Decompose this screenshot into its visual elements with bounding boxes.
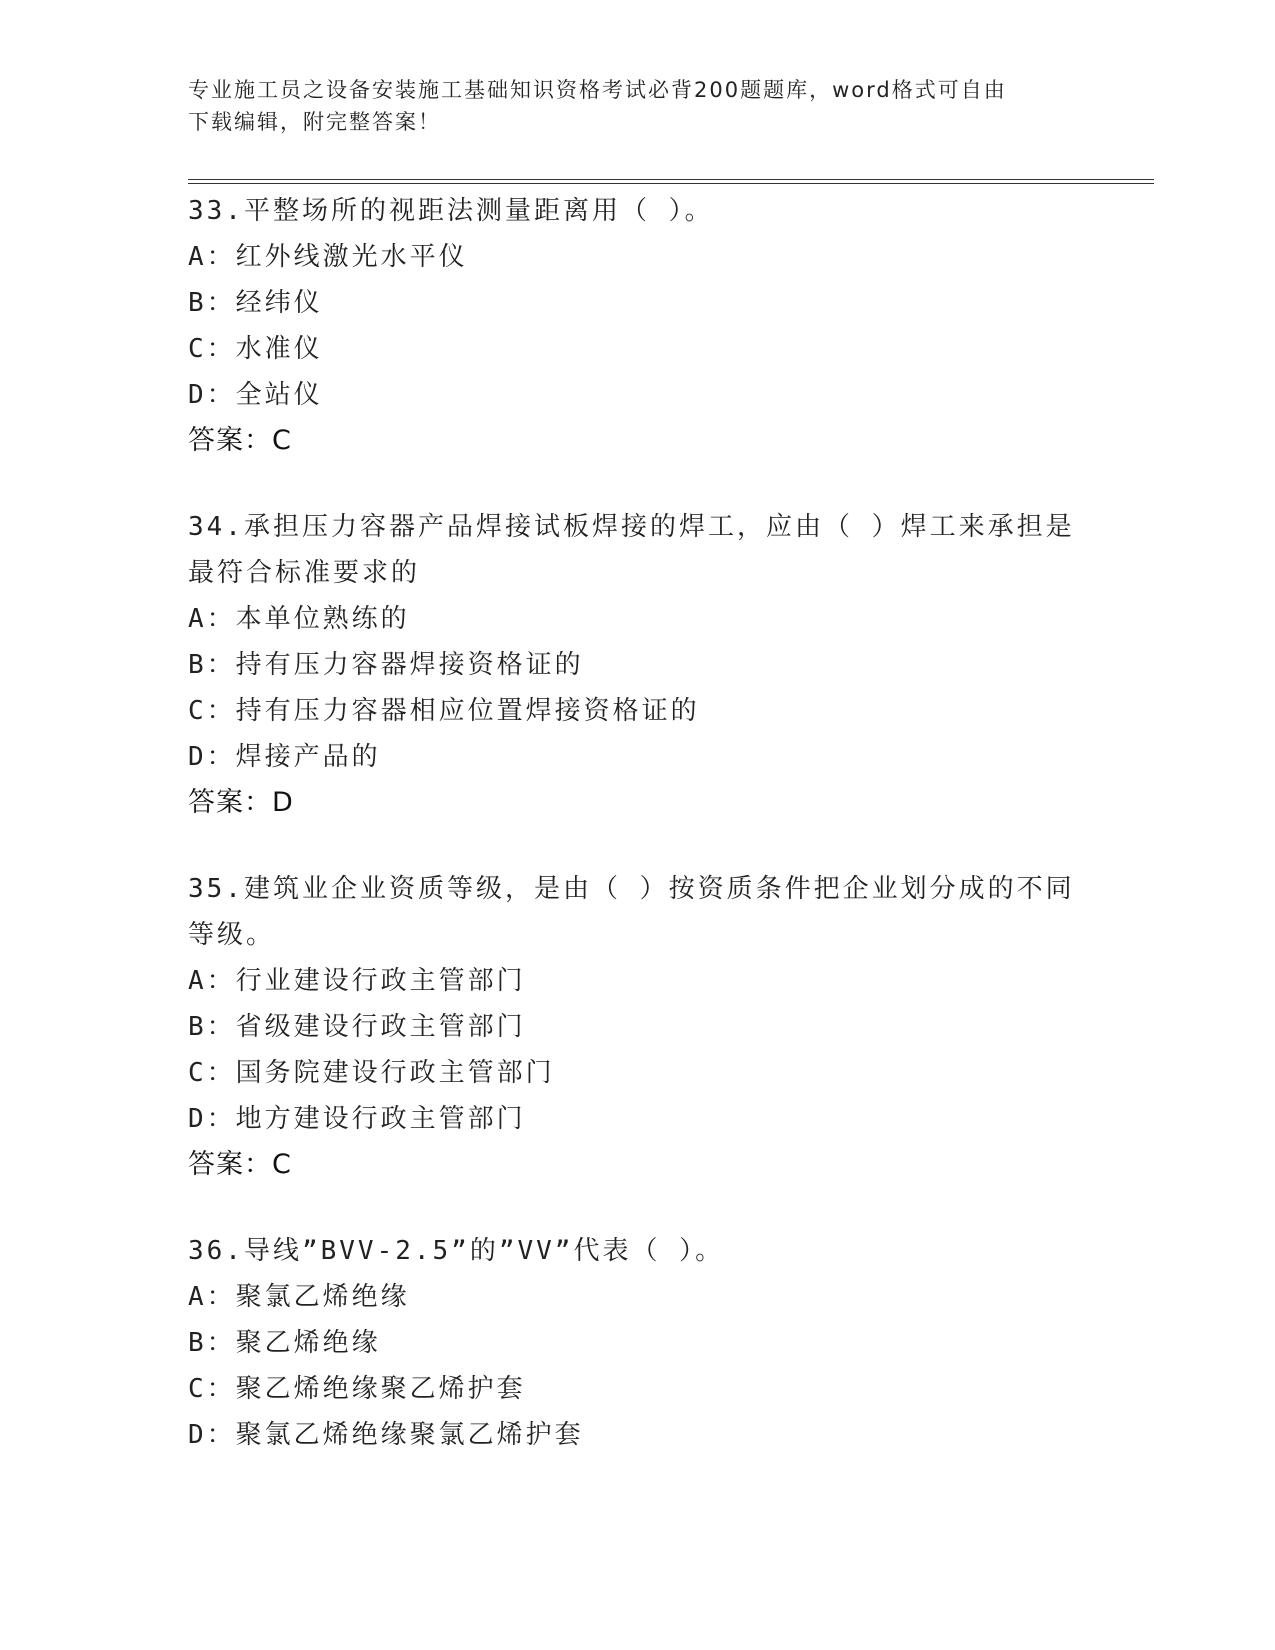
- option-c: C：聚乙烯绝缘聚乙烯护套: [188, 1374, 526, 1404]
- question-34: [188, 504, 1088, 826]
- option-d: D：聚氯乙烯绝缘聚氯乙烯护套: [188, 1420, 584, 1450]
- option-b: B：持有压力容器焊接资格证的: [188, 650, 584, 680]
- option-d: D：地方建设行政主管部门: [188, 1104, 526, 1134]
- option-a: A：本单位熟练的: [188, 604, 410, 634]
- option-b: B：省级建设行政主管部门: [188, 1012, 526, 1042]
- option-c: C：水准仪: [188, 334, 323, 364]
- answer-label: 答案：D: [188, 787, 294, 818]
- header-divider-bottom: [188, 183, 1154, 184]
- question-stem-line: 33.平整场所的视距法测量距离用（ ）。: [188, 196, 714, 226]
- question-35: [188, 866, 1088, 1188]
- option-a: A：红外线激光水平仪: [188, 242, 468, 272]
- question-stem-line: 等级。: [188, 920, 276, 950]
- header-divider-top: [188, 179, 1154, 180]
- question-list: [188, 188, 1088, 1498]
- header-line-2: 下载编辑，附完整答案！: [188, 110, 441, 134]
- option-d: D：全站仪: [188, 380, 323, 410]
- option-b: B：聚乙烯绝缘: [188, 1328, 381, 1358]
- answer-label: 答案：C: [188, 425, 292, 456]
- option-b: B：经纬仪: [188, 288, 323, 318]
- answer-label: 答案：C: [188, 1149, 292, 1180]
- header-line-1: 专业施工员之设备安装施工基础知识资格考试必背200题题库，word格式可自由: [188, 78, 1007, 102]
- question-stem: [188, 504, 1088, 596]
- question-stem: [188, 866, 1088, 958]
- option-c: C：国务院建设行政主管部门: [188, 1058, 555, 1088]
- question-33: [188, 188, 1088, 464]
- document-header: [188, 74, 1088, 138]
- option-a: A：行业建设行政主管部门: [188, 966, 526, 996]
- option-d: D：焊接产品的: [188, 742, 381, 772]
- question-stem-line: 36.导线”BVV-2.5”的”VV”代表（ ）。: [188, 1236, 725, 1266]
- option-a: A：聚氯乙烯绝缘: [188, 1282, 410, 1312]
- question-stem-line: 34.承担压力容器产品焊接试板焊接的焊工，应由（ ）焊工来承担是: [188, 512, 1075, 542]
- question-36: [188, 1228, 1088, 1458]
- option-c: C：持有压力容器相应位置焊接资格证的: [188, 696, 700, 726]
- question-stem-line: 35.建筑业企业资质等级，是由（ ）按资质条件把企业划分成的不同: [188, 874, 1075, 904]
- question-stem: [188, 188, 1088, 234]
- question-stem-line: 最符合标准要求的: [188, 558, 421, 588]
- question-stem: [188, 1228, 1088, 1274]
